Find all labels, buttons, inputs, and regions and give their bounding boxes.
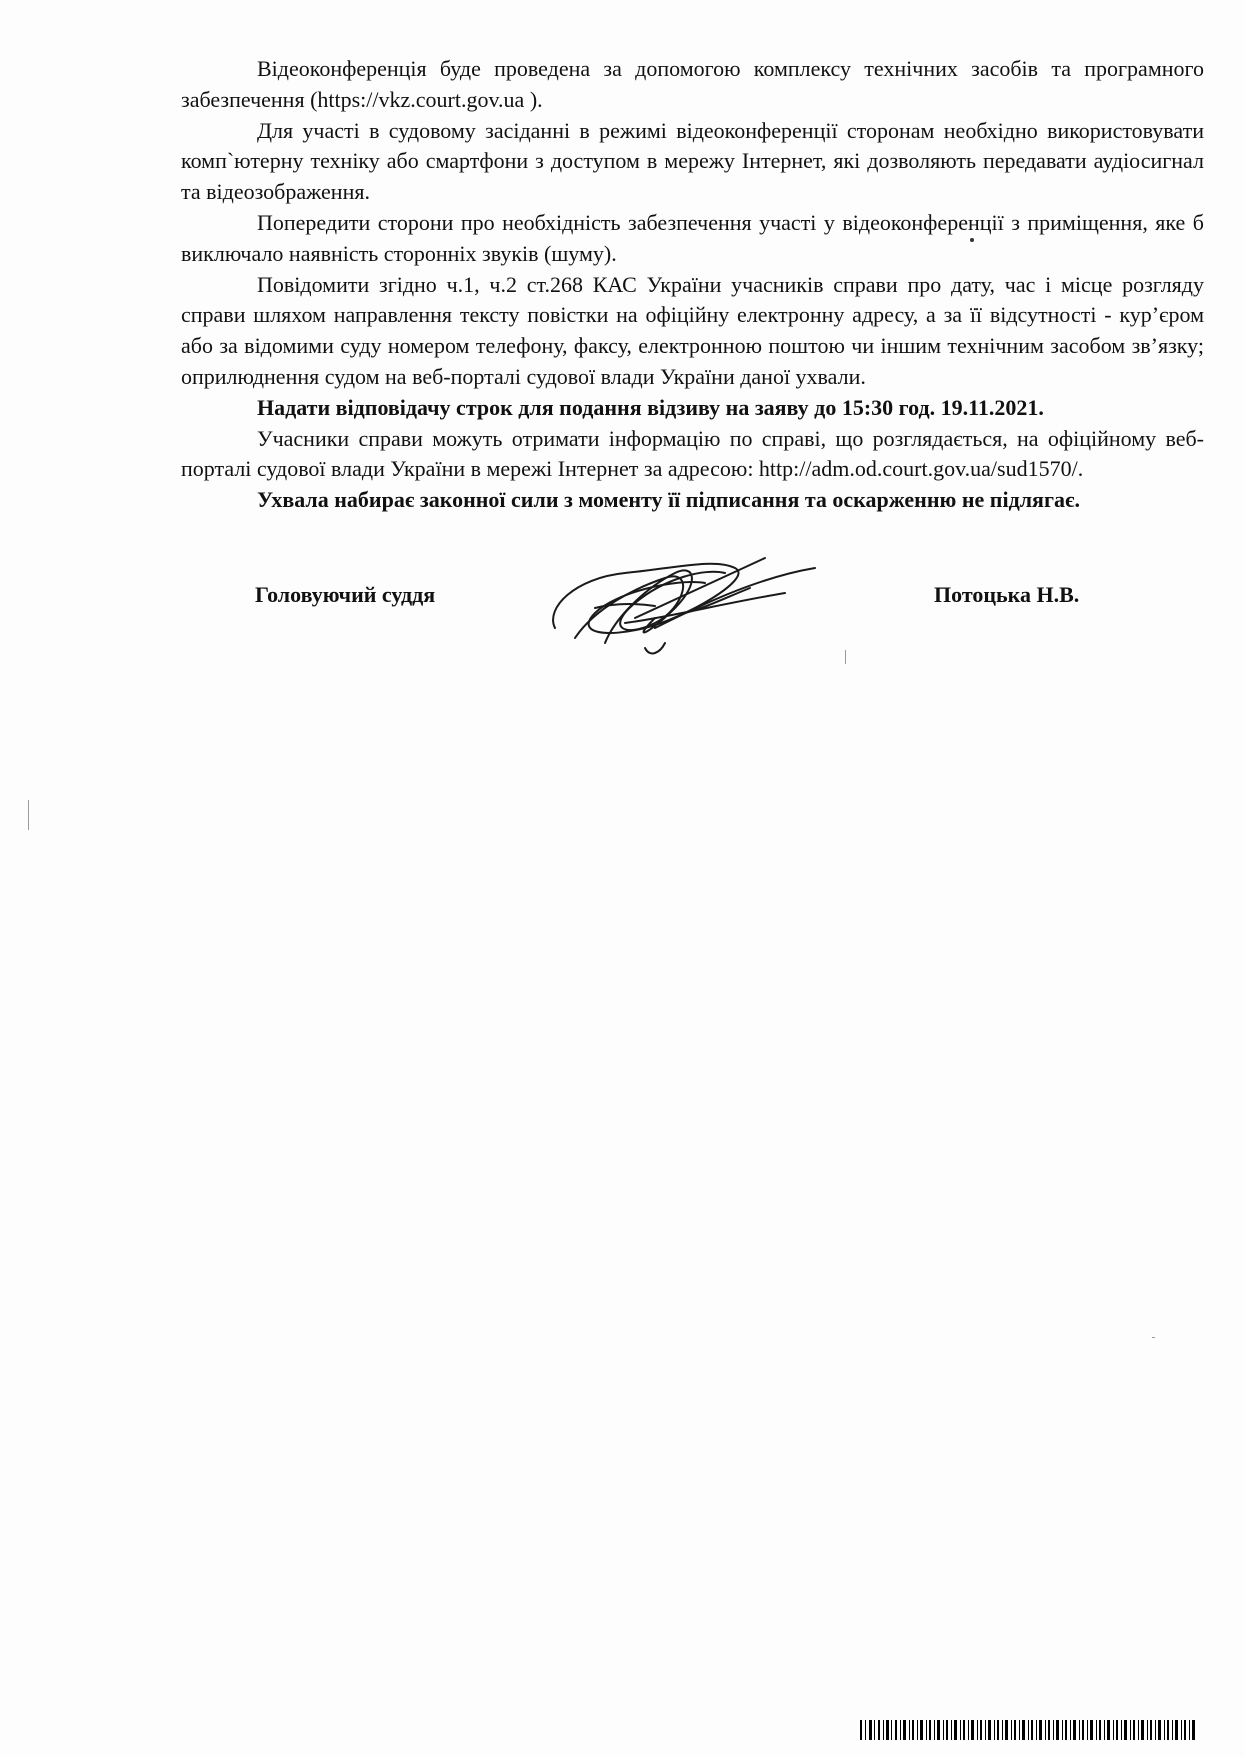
- paragraph-response-deadline: Надати відповідачу строк для подання відзиву на заяву до 15:30 год. 19.11.2021.: [257, 394, 1044, 420]
- scan-mark: [845, 650, 846, 664]
- paragraph-noise-warning: Попередити сторони про необхідність забезпечення участі у відеоконференції з приміщення, яке б виключало наявність сторонніх звуків (шуму).: [181, 209, 1204, 266]
- handwritten-signature: [535, 548, 835, 668]
- judge-role-label: Головуючий суддя: [255, 582, 436, 607]
- barcode: [860, 1720, 1196, 1740]
- paragraph-notification: Повідомити згідно ч.1, ч.2 ст.268 КАС України учасників справи про дату, час і місце розгляду справи шляхом направлення тексту повістки на офіційну електронну адресу, а за її відсутності - кур’єром або за відомими суду номером телефону, факсу, електронною поштою чи іншим технічним засобом зв’язку; оприлюднення судом на веб-порталі судової влади України даної ухвали.: [181, 271, 1204, 389]
- scan-dot: [970, 238, 974, 242]
- paragraph-participation-requirements: Для участі в судовому засіданні в режимі відеоконференції сторонам необхідно використовувати комп`ютерну техніку або смартфони з доступом в мережу Інтернет, які дозволяють передавати аудіосигнал та відеозображення.: [181, 117, 1204, 205]
- scan-mark: [28, 800, 29, 830]
- scan-mark: [1152, 1337, 1155, 1338]
- paragraph-videoconference-platform: Відеоконференція буде проведена за допомогою комплексу технічних засобів та програмного забезпечення (https://vkz.court.gov.ua ).: [181, 56, 1204, 112]
- judge-name: Потоцька Н.В.: [934, 582, 1080, 607]
- paragraph-effective-clause: Ухвала набирає законної сили з моменту її підписання та оскарженню не підлягає.: [257, 487, 1080, 513]
- paragraph-case-info: Учасники справи можуть отримати інформацію по справі, що розглядається, на офіційному веб-порталі судової влади України в мережі Інтернет за адресою: http://adm.od.court.gov.ua/sud1570/.: [181, 425, 1204, 482]
- document-body: [181, 54, 1204, 516]
